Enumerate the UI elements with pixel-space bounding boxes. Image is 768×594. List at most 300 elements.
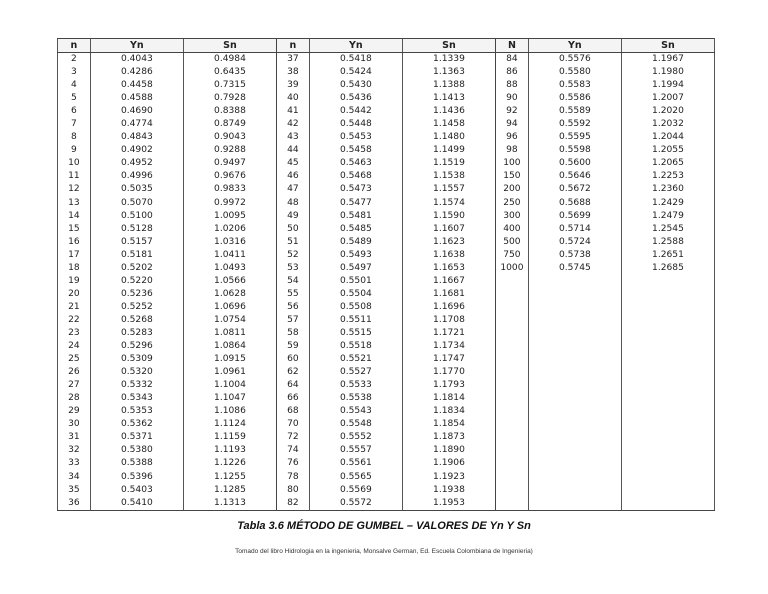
cell-yn-3 — [528, 497, 621, 511]
cell-sn-3: 1.2253 — [621, 170, 714, 183]
cell-sn-3: 1.2020 — [621, 105, 714, 118]
cell-yn-2: 0.5572 — [309, 497, 402, 511]
cell-n-2: 49 — [277, 210, 310, 223]
cell-n-1: 31 — [58, 431, 91, 444]
cell-sn-3: 1.2065 — [621, 157, 714, 170]
cell-n-1: 21 — [58, 301, 91, 314]
cell-sn-1: 0.9833 — [183, 183, 276, 196]
cell-sn-1: 1.1159 — [183, 431, 276, 444]
cell-n-3: 1000 — [496, 262, 529, 275]
cell-yn-1: 0.5128 — [90, 223, 183, 236]
cell-sn-1: 0.8388 — [183, 105, 276, 118]
cell-yn-2: 0.5442 — [309, 105, 402, 118]
cell-n-1: 23 — [58, 327, 91, 340]
cell-yn-1: 0.5070 — [90, 197, 183, 210]
cell-sn-2: 1.1499 — [402, 144, 495, 157]
cell-n-1: 10 — [58, 157, 91, 170]
cell-n-3: 150 — [496, 170, 529, 183]
cell-n-3: 92 — [496, 105, 529, 118]
table-row — [58, 249, 715, 262]
table-row — [58, 105, 715, 118]
table-row — [58, 236, 715, 249]
cell-sn-2: 1.1590 — [402, 210, 495, 223]
cell-yn-1: 0.4286 — [90, 66, 183, 79]
cell-n-2: 43 — [277, 131, 310, 144]
table-row — [58, 262, 715, 275]
cell-n-1: 36 — [58, 497, 91, 511]
cell-n-1: 4 — [58, 79, 91, 92]
cell-sn-3 — [621, 405, 714, 418]
cell-n-2: 51 — [277, 236, 310, 249]
cell-sn-1: 1.1313 — [183, 497, 276, 511]
cell-yn-2: 0.5485 — [309, 223, 402, 236]
table-row — [58, 183, 715, 196]
gumbel-table-container — [57, 38, 715, 512]
cell-yn-3: 0.5688 — [528, 197, 621, 210]
cell-sn-2: 1.1557 — [402, 183, 495, 196]
cell-yn-2: 0.5430 — [309, 79, 402, 92]
cell-sn-2: 1.1339 — [402, 53, 495, 67]
cell-sn-2: 1.1721 — [402, 327, 495, 340]
cell-n-3 — [496, 340, 529, 353]
cell-n-1: 24 — [58, 340, 91, 353]
cell-sn-2: 1.1953 — [402, 497, 495, 511]
cell-yn-2: 0.5463 — [309, 157, 402, 170]
cell-n-3: 300 — [496, 210, 529, 223]
gumbel-values-table — [57, 38, 715, 511]
cell-sn-1: 1.0493 — [183, 262, 276, 275]
cell-sn-1: 0.9288 — [183, 144, 276, 157]
cell-n-2: 55 — [277, 288, 310, 301]
cell-n-2: 50 — [277, 223, 310, 236]
cell-yn-1: 0.5296 — [90, 340, 183, 353]
table-row — [58, 379, 715, 392]
cell-yn-3 — [528, 301, 621, 314]
cell-sn-3 — [621, 471, 714, 484]
cell-n-2: 44 — [277, 144, 310, 157]
cell-n-3: 90 — [496, 92, 529, 105]
header-yn-3: Yn — [528, 39, 621, 53]
cell-yn-1: 0.4843 — [90, 131, 183, 144]
cell-n-1: 18 — [58, 262, 91, 275]
cell-sn-2: 1.1480 — [402, 131, 495, 144]
cell-sn-2: 1.1607 — [402, 223, 495, 236]
table-row — [58, 197, 715, 210]
cell-n-2: 58 — [277, 327, 310, 340]
cell-yn-3 — [528, 379, 621, 392]
cell-n-1: 20 — [58, 288, 91, 301]
cell-n-1: 28 — [58, 392, 91, 405]
cell-sn-1: 0.7928 — [183, 92, 276, 105]
cell-n-3 — [496, 471, 529, 484]
cell-yn-1: 0.4458 — [90, 79, 183, 92]
cell-sn-3: 1.2429 — [621, 197, 714, 210]
table-row — [58, 366, 715, 379]
cell-sn-2: 1.1696 — [402, 301, 495, 314]
cell-yn-2: 0.5477 — [309, 197, 402, 210]
cell-yn-2: 0.5527 — [309, 366, 402, 379]
cell-n-2: 37 — [277, 53, 310, 67]
cell-yn-3 — [528, 366, 621, 379]
cell-sn-1: 1.0961 — [183, 366, 276, 379]
cell-sn-1: 1.1193 — [183, 444, 276, 457]
cell-yn-3 — [528, 327, 621, 340]
table-row — [58, 275, 715, 288]
cell-sn-1: 1.0754 — [183, 314, 276, 327]
table-row — [58, 327, 715, 340]
cell-sn-2: 1.1638 — [402, 249, 495, 262]
cell-yn-1: 0.5157 — [90, 236, 183, 249]
cell-yn-1: 0.5343 — [90, 392, 183, 405]
cell-n-2: 60 — [277, 353, 310, 366]
cell-yn-1: 0.4952 — [90, 157, 183, 170]
cell-yn-3: 0.5583 — [528, 79, 621, 92]
cell-yn-1: 0.5388 — [90, 457, 183, 470]
cell-yn-1: 0.5283 — [90, 327, 183, 340]
cell-n-1: 9 — [58, 144, 91, 157]
cell-yn-3: 0.5586 — [528, 92, 621, 105]
cell-yn-3: 0.5745 — [528, 262, 621, 275]
cell-n-1: 2 — [58, 53, 91, 67]
cell-sn-1: 1.1226 — [183, 457, 276, 470]
cell-n-3 — [496, 366, 529, 379]
cell-n-2: 66 — [277, 392, 310, 405]
cell-sn-3 — [621, 301, 714, 314]
cell-sn-2: 1.1574 — [402, 197, 495, 210]
cell-n-1: 14 — [58, 210, 91, 223]
cell-n-1: 12 — [58, 183, 91, 196]
cell-sn-3: 1.2055 — [621, 144, 714, 157]
cell-sn-1: 1.0696 — [183, 301, 276, 314]
cell-sn-1: 1.1086 — [183, 405, 276, 418]
cell-yn-3: 0.5592 — [528, 118, 621, 131]
cell-sn-3 — [621, 275, 714, 288]
cell-n-1: 34 — [58, 471, 91, 484]
cell-sn-3 — [621, 431, 714, 444]
cell-yn-3 — [528, 457, 621, 470]
cell-yn-1: 0.4043 — [90, 53, 183, 67]
cell-n-2: 54 — [277, 275, 310, 288]
cell-yn-3: 0.5576 — [528, 53, 621, 67]
cell-n-2: 48 — [277, 197, 310, 210]
cell-yn-3: 0.5699 — [528, 210, 621, 223]
cell-n-1: 19 — [58, 275, 91, 288]
cell-n-1: 27 — [58, 379, 91, 392]
cell-yn-2: 0.5557 — [309, 444, 402, 457]
header-sn-2: Sn — [402, 39, 495, 53]
header-sn-1: Sn — [183, 39, 276, 53]
cell-sn-3: 1.2545 — [621, 223, 714, 236]
table-row — [58, 471, 715, 484]
cell-sn-1: 1.0095 — [183, 210, 276, 223]
cell-sn-2: 1.1436 — [402, 105, 495, 118]
cell-yn-2: 0.5548 — [309, 418, 402, 431]
cell-yn-3 — [528, 418, 621, 431]
cell-sn-1: 1.1047 — [183, 392, 276, 405]
cell-yn-2: 0.5511 — [309, 314, 402, 327]
cell-sn-3: 1.2032 — [621, 118, 714, 131]
table-row — [58, 392, 715, 405]
cell-sn-1: 1.0411 — [183, 249, 276, 262]
cell-sn-3 — [621, 392, 714, 405]
cell-yn-2: 0.5481 — [309, 210, 402, 223]
cell-n-2: 59 — [277, 340, 310, 353]
cell-n-3 — [496, 431, 529, 444]
cell-sn-1: 1.1124 — [183, 418, 276, 431]
cell-n-2: 68 — [277, 405, 310, 418]
cell-n-2: 62 — [277, 366, 310, 379]
cell-yn-2: 0.5489 — [309, 236, 402, 249]
cell-sn-2: 1.1708 — [402, 314, 495, 327]
cell-yn-1: 0.5410 — [90, 497, 183, 511]
header-yn-2: Yn — [309, 39, 402, 53]
cell-sn-2: 1.1770 — [402, 366, 495, 379]
cell-sn-3 — [621, 379, 714, 392]
cell-n-2: 46 — [277, 170, 310, 183]
cell-sn-3: 1.2360 — [621, 183, 714, 196]
cell-sn-2: 1.1538 — [402, 170, 495, 183]
cell-n-1: 3 — [58, 66, 91, 79]
cell-yn-1: 0.5035 — [90, 183, 183, 196]
table-row — [58, 288, 715, 301]
cell-n-1: 7 — [58, 118, 91, 131]
table-row — [58, 92, 715, 105]
cell-sn-3: 1.1967 — [621, 53, 714, 67]
cell-yn-3: 0.5600 — [528, 157, 621, 170]
header-n-1: n — [58, 39, 91, 53]
cell-yn-1: 0.5396 — [90, 471, 183, 484]
cell-sn-1: 1.1004 — [183, 379, 276, 392]
table-row — [58, 223, 715, 236]
cell-n-3 — [496, 301, 529, 314]
table-row — [58, 405, 715, 418]
cell-yn-3: 0.5589 — [528, 105, 621, 118]
cell-sn-2: 1.1890 — [402, 444, 495, 457]
cell-yn-1: 0.5181 — [90, 249, 183, 262]
cell-n-2: 53 — [277, 262, 310, 275]
cell-sn-1: 1.0915 — [183, 353, 276, 366]
table-row — [58, 66, 715, 79]
cell-yn-1: 0.5252 — [90, 301, 183, 314]
cell-n-1: 29 — [58, 405, 91, 418]
cell-yn-2: 0.5521 — [309, 353, 402, 366]
cell-sn-2: 1.1814 — [402, 392, 495, 405]
cell-sn-1: 0.6435 — [183, 66, 276, 79]
cell-sn-2: 1.1906 — [402, 457, 495, 470]
cell-n-1: 33 — [58, 457, 91, 470]
cell-n-2: 47 — [277, 183, 310, 196]
cell-yn-2: 0.5424 — [309, 66, 402, 79]
cell-yn-1: 0.4774 — [90, 118, 183, 131]
cell-yn-2: 0.5501 — [309, 275, 402, 288]
cell-sn-3 — [621, 457, 714, 470]
cell-yn-3 — [528, 484, 621, 497]
cell-yn-2: 0.5518 — [309, 340, 402, 353]
cell-n-2: 64 — [277, 379, 310, 392]
table-row — [58, 79, 715, 92]
cell-sn-2: 1.1873 — [402, 431, 495, 444]
cell-yn-2: 0.5436 — [309, 92, 402, 105]
cell-yn-3: 0.5672 — [528, 183, 621, 196]
cell-sn-2: 1.1388 — [402, 79, 495, 92]
cell-yn-2: 0.5508 — [309, 301, 402, 314]
cell-sn-2: 1.1681 — [402, 288, 495, 301]
cell-yn-1: 0.5309 — [90, 353, 183, 366]
cell-n-2: 80 — [277, 484, 310, 497]
table-row — [58, 144, 715, 157]
cell-sn-1: 1.0566 — [183, 275, 276, 288]
table-row — [58, 444, 715, 457]
cell-sn-1: 0.7315 — [183, 79, 276, 92]
table-body — [58, 53, 715, 511]
cell-yn-3: 0.5724 — [528, 236, 621, 249]
cell-yn-2: 0.5497 — [309, 262, 402, 275]
cell-yn-2: 0.5533 — [309, 379, 402, 392]
cell-yn-3 — [528, 288, 621, 301]
table-row — [58, 157, 715, 170]
cell-n-1: 30 — [58, 418, 91, 431]
cell-n-3: 88 — [496, 79, 529, 92]
cell-yn-3: 0.5598 — [528, 144, 621, 157]
cell-yn-3 — [528, 444, 621, 457]
cell-n-2: 45 — [277, 157, 310, 170]
cell-sn-3 — [621, 444, 714, 457]
cell-yn-1: 0.4588 — [90, 92, 183, 105]
cell-sn-3 — [621, 484, 714, 497]
table-row — [58, 131, 715, 144]
cell-yn-3 — [528, 405, 621, 418]
cell-n-2: 41 — [277, 105, 310, 118]
header-n-2: n — [277, 39, 310, 53]
cell-yn-2: 0.5458 — [309, 144, 402, 157]
cell-n-3: 250 — [496, 197, 529, 210]
cell-sn-2: 1.1363 — [402, 66, 495, 79]
cell-yn-2: 0.5418 — [309, 53, 402, 67]
cell-n-3 — [496, 418, 529, 431]
cell-sn-2: 1.1834 — [402, 405, 495, 418]
cell-yn-2: 0.5569 — [309, 484, 402, 497]
cell-n-3 — [496, 444, 529, 457]
cell-sn-2: 1.1519 — [402, 157, 495, 170]
table-caption: Tabla 3.6 MÉTODO DE GUMBEL – VALORES DE Yn Y Sn — [237, 520, 531, 532]
cell-sn-3 — [621, 497, 714, 511]
cell-yn-2: 0.5565 — [309, 471, 402, 484]
cell-n-3: 100 — [496, 157, 529, 170]
cell-n-1: 15 — [58, 223, 91, 236]
cell-yn-1: 0.5320 — [90, 366, 183, 379]
cell-n-3 — [496, 405, 529, 418]
table-row — [58, 418, 715, 431]
cell-n-1: 25 — [58, 353, 91, 366]
cell-yn-1: 0.4996 — [90, 170, 183, 183]
cell-n-1: 11 — [58, 170, 91, 183]
cell-yn-3 — [528, 275, 621, 288]
cell-yn-2: 0.5538 — [309, 392, 402, 405]
cell-n-3 — [496, 327, 529, 340]
cell-sn-2: 1.1413 — [402, 92, 495, 105]
source-note: Tomado del libro Hidrologia en la ingenieria, Monsalve German, Ed. Escuela Colombiana de Ingenieria) — [235, 548, 533, 555]
cell-sn-2: 1.1854 — [402, 418, 495, 431]
cell-yn-3: 0.5646 — [528, 170, 621, 183]
cell-n-3: 96 — [496, 131, 529, 144]
cell-sn-1: 0.9043 — [183, 131, 276, 144]
table-row — [58, 314, 715, 327]
header-sn-3: Sn — [621, 39, 714, 53]
cell-sn-3: 1.1980 — [621, 66, 714, 79]
cell-n-3: 750 — [496, 249, 529, 262]
cell-yn-3: 0.5714 — [528, 223, 621, 236]
table-row — [58, 170, 715, 183]
cell-n-3: 98 — [496, 144, 529, 157]
cell-n-2: 42 — [277, 118, 310, 131]
cell-sn-2: 1.1793 — [402, 379, 495, 392]
cell-yn-2: 0.5515 — [309, 327, 402, 340]
cell-sn-2: 1.1747 — [402, 353, 495, 366]
cell-n-2: 39 — [277, 79, 310, 92]
cell-n-1: 6 — [58, 105, 91, 118]
cell-sn-1: 0.8749 — [183, 118, 276, 131]
cell-sn-2: 1.1734 — [402, 340, 495, 353]
table-row — [58, 457, 715, 470]
cell-yn-3 — [528, 314, 621, 327]
cell-sn-1: 1.0206 — [183, 223, 276, 236]
cell-sn-1: 1.1255 — [183, 471, 276, 484]
cell-yn-1: 0.5332 — [90, 379, 183, 392]
cell-yn-1: 0.5220 — [90, 275, 183, 288]
cell-n-1: 22 — [58, 314, 91, 327]
cell-sn-3: 1.2685 — [621, 262, 714, 275]
cell-n-1: 32 — [58, 444, 91, 457]
table-row — [58, 301, 715, 314]
cell-sn-1: 0.9676 — [183, 170, 276, 183]
cell-yn-1: 0.5100 — [90, 210, 183, 223]
cell-sn-3: 1.1994 — [621, 79, 714, 92]
cell-yn-3 — [528, 353, 621, 366]
table-row — [58, 118, 715, 131]
cell-sn-2: 1.1458 — [402, 118, 495, 131]
cell-yn-2: 0.5473 — [309, 183, 402, 196]
cell-n-1: 26 — [58, 366, 91, 379]
cell-sn-2: 1.1653 — [402, 262, 495, 275]
cell-n-3 — [496, 457, 529, 470]
cell-n-1: 5 — [58, 92, 91, 105]
cell-n-1: 13 — [58, 197, 91, 210]
cell-yn-3: 0.5738 — [528, 249, 621, 262]
table-row — [58, 53, 715, 67]
table-row — [58, 340, 715, 353]
cell-sn-3 — [621, 314, 714, 327]
header-n-3: N — [496, 39, 529, 53]
cell-n-2: 52 — [277, 249, 310, 262]
cell-yn-2: 0.5448 — [309, 118, 402, 131]
table-row — [58, 353, 715, 366]
cell-yn-3 — [528, 471, 621, 484]
cell-n-1: 17 — [58, 249, 91, 262]
cell-yn-1: 0.5268 — [90, 314, 183, 327]
cell-sn-3 — [621, 327, 714, 340]
table-row — [58, 484, 715, 497]
cell-yn-3 — [528, 340, 621, 353]
cell-n-1: 16 — [58, 236, 91, 249]
cell-yn-3 — [528, 392, 621, 405]
cell-n-3: 200 — [496, 183, 529, 196]
cell-n-3 — [496, 275, 529, 288]
cell-n-3: 86 — [496, 66, 529, 79]
cell-sn-3: 1.2479 — [621, 210, 714, 223]
table-row — [58, 431, 715, 444]
cell-n-2: 74 — [277, 444, 310, 457]
cell-sn-3 — [621, 288, 714, 301]
